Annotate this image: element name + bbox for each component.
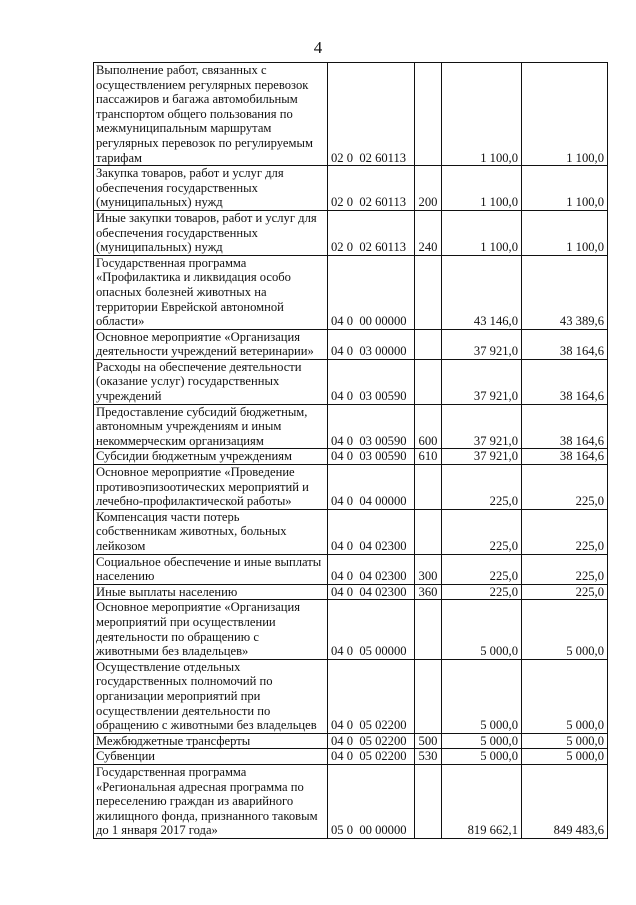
row-name-line: организации мероприятий при	[96, 688, 261, 703]
table-row	[94, 449, 608, 465]
row-name-line: тарифам	[96, 150, 143, 165]
row-value-2025-cell: 849 483,6	[522, 764, 608, 838]
row-name-line: лейкозом	[96, 539, 146, 553]
table-row	[94, 465, 608, 510]
row-value-2024-cell: 1 100,0	[442, 210, 522, 255]
row-value-2025-cell: 1 100,0	[522, 63, 608, 166]
row-name-line: деятельности по обращению с	[96, 629, 259, 644]
row-code-cell: 04 0 03 00590	[328, 449, 415, 465]
row-value-2025-cell: 5 000,0	[522, 733, 608, 749]
row-name-line: Основное мероприятие «Проведение	[96, 465, 295, 480]
row-name-line: (муниципальных) нужд	[96, 195, 223, 210]
table-row	[94, 749, 608, 765]
row-name-line: переселению граждан из аварийного	[96, 794, 294, 809]
row-code-cell: 04 0 03 00000	[328, 329, 415, 359]
row-name-cell	[94, 584, 328, 600]
row-value-2024-cell: 5 000,0	[442, 749, 522, 765]
row-code-cell: 04 0 04 02300	[328, 584, 415, 600]
table-row	[94, 404, 608, 449]
row-name-cell	[94, 329, 328, 359]
row-name-cell	[94, 554, 328, 584]
row-name-line: Субсидии бюджетным учреждениям	[96, 449, 292, 464]
row-name-line: пассажиров и багажа автомобильным	[96, 92, 298, 107]
row-name-line: жилищного фонда, признанного таковым	[96, 808, 318, 823]
row-code-cell: 02 0 02 60113	[328, 166, 415, 211]
table-row	[94, 584, 608, 600]
row-value-2025-cell: 1 100,0	[522, 166, 608, 211]
table-row	[94, 509, 608, 554]
row-name-line: Межбюджетные трансферты	[96, 733, 251, 748]
row-name-line: мероприятий при осуществлении	[96, 614, 276, 629]
table-row	[94, 600, 608, 659]
row-name-cell	[94, 449, 328, 465]
row-vr-cell: 610	[415, 449, 442, 465]
page-number: 4	[313, 38, 323, 57]
table-row	[94, 764, 608, 838]
row-vr-cell	[415, 600, 442, 659]
row-name-line: деятельности учреждений ветеринарии»	[96, 344, 314, 359]
row-vr-cell	[415, 659, 442, 733]
row-name-line: противоэпизоотических мероприятий и	[96, 479, 309, 494]
row-value-2024-cell: 225,0	[442, 509, 522, 554]
row-name-line: Социальное обеспечение и иные выплаты	[96, 554, 322, 569]
row-value-2024-cell: 1 100,0	[442, 63, 522, 166]
row-vr-cell	[415, 509, 442, 554]
row-vr-cell	[415, 764, 442, 838]
table-row	[94, 659, 608, 733]
row-vr-cell: 500	[415, 733, 442, 749]
row-value-2025-cell: 38 164,6	[522, 449, 608, 465]
row-value-2024-cell: 5 000,0	[442, 600, 522, 659]
row-name-cell	[94, 359, 328, 404]
row-code-cell: 04 0 05 02200	[328, 733, 415, 749]
row-name-cell	[94, 404, 328, 449]
row-code-cell: 04 0 05 02200	[328, 749, 415, 765]
row-value-2024-cell: 819 662,1	[442, 764, 522, 838]
row-vr-cell	[415, 465, 442, 510]
row-value-2024-cell: 225,0	[442, 584, 522, 600]
row-name-line: Выполнение работ, связанных с	[96, 63, 267, 77]
row-code-cell: 04 0 00 00000	[328, 255, 415, 329]
row-code-cell: 04 0 05 02200	[328, 659, 415, 733]
row-name-line: обеспечения государственных	[96, 225, 258, 240]
row-name-line: государственных полномочий по	[96, 674, 273, 689]
row-name-line: осуществлении деятельности по	[96, 703, 271, 718]
row-name-line: населению	[96, 569, 155, 584]
row-value-2025-cell: 38 164,6	[522, 359, 608, 404]
row-name-line: Государственная программа	[96, 764, 247, 779]
row-value-2025-cell: 1 100,0	[522, 210, 608, 255]
row-vr-cell: 240	[415, 210, 442, 255]
row-code-cell: 04 0 04 00000	[328, 465, 415, 510]
row-value-2025-cell: 38 164,6	[522, 404, 608, 449]
row-name-line: «Региональная адресная программа по	[96, 779, 304, 794]
table-row	[94, 166, 608, 211]
row-name-line: осуществлением регулярных перевозок	[96, 77, 309, 92]
row-name-line: обращению с животными без владельцев	[96, 718, 317, 733]
row-code-cell: 05 0 00 00000	[328, 764, 415, 838]
row-value-2024-cell: 5 000,0	[442, 733, 522, 749]
row-name-line: Иные выплаты населению	[96, 584, 238, 599]
row-vr-cell	[415, 329, 442, 359]
row-code-cell: 04 0 04 02300	[328, 509, 415, 554]
row-name-line: Основное мероприятие «Организация	[96, 329, 301, 344]
row-name-line: Расходы на обеспечение деятельности	[96, 359, 302, 374]
row-vr-cell: 360	[415, 584, 442, 600]
row-code-cell: 04 0 05 00000	[328, 600, 415, 659]
row-name-cell	[94, 63, 328, 166]
row-name-line: Государственная программа	[96, 255, 247, 270]
row-code-cell: 04 0 03 00590	[328, 359, 415, 404]
row-name-line: территории Еврейской автономной	[96, 299, 284, 314]
row-name-cell	[94, 733, 328, 749]
row-value-2025-cell: 225,0	[522, 465, 608, 510]
row-value-2025-cell: 43 389,6	[522, 255, 608, 329]
row-name-cell	[94, 465, 328, 510]
table-row	[94, 255, 608, 329]
row-code-cell: 04 0 03 00590	[328, 404, 415, 449]
row-name-line: опасных болезней животных на	[96, 284, 267, 299]
row-vr-cell	[415, 359, 442, 404]
row-name-line: лечебно-профилактической работы»	[96, 494, 292, 509]
row-name-line: Предоставление субсидий бюджетным,	[96, 404, 308, 419]
row-name-cell	[94, 509, 328, 554]
row-vr-cell: 530	[415, 749, 442, 765]
row-name-line: Иные закупки товаров, работ и услуг для	[96, 210, 317, 225]
row-vr-cell: 600	[415, 404, 442, 449]
row-name-cell	[94, 600, 328, 659]
row-name-line: регулярных перевозок по регулируемым	[96, 135, 313, 150]
row-value-2025-cell: 38 164,6	[522, 329, 608, 359]
row-name-line: области»	[96, 314, 145, 329]
row-name-cell	[94, 210, 328, 255]
row-name-line: Основное мероприятие «Организация	[96, 600, 301, 615]
row-name-cell	[94, 255, 328, 329]
row-value-2024-cell: 5 000,0	[442, 659, 522, 733]
row-value-2024-cell: 37 921,0	[442, 404, 522, 449]
row-value-2024-cell: 37 921,0	[442, 449, 522, 465]
row-name-cell	[94, 659, 328, 733]
row-code-cell: 04 0 04 02300	[328, 554, 415, 584]
row-name-line: Компенсация части потерь	[96, 509, 240, 524]
row-name-line: собственникам животных, больных	[96, 524, 287, 539]
table-row	[94, 210, 608, 255]
row-value-2025-cell: 225,0	[522, 554, 608, 584]
row-value-2025-cell: 5 000,0	[522, 659, 608, 733]
row-value-2024-cell: 225,0	[442, 465, 522, 510]
row-name-line: некоммерческим организациям	[96, 433, 264, 448]
row-name-line: Субвенции	[96, 749, 156, 764]
row-name-line: (оказание услуг) государственных	[96, 374, 280, 389]
row-name-line: учреждений	[96, 389, 162, 404]
row-name-line: межмуниципальным маршрутам	[96, 121, 272, 136]
row-value-2025-cell: 225,0	[522, 584, 608, 600]
row-name-line: транспортом общего пользования по	[96, 106, 293, 121]
budget-table-body	[94, 63, 608, 839]
row-vr-cell: 200	[415, 166, 442, 211]
row-value-2025-cell: 5 000,0	[522, 600, 608, 659]
row-vr-cell	[415, 255, 442, 329]
table-row	[94, 554, 608, 584]
row-name-line: животными без владельцев»	[96, 644, 249, 659]
row-name-line: Закупка товаров, работ и услуг для	[96, 166, 284, 181]
row-value-2024-cell: 225,0	[442, 554, 522, 584]
row-name-cell	[94, 166, 328, 211]
row-value-2024-cell: 37 921,0	[442, 359, 522, 404]
row-name-line: «Профилактика и ликвидация особо	[96, 270, 291, 285]
row-name-line: (муниципальных) нужд	[96, 240, 223, 255]
row-name-line: обеспечения государственных	[96, 180, 258, 195]
table-row	[94, 329, 608, 359]
table-row	[94, 359, 608, 404]
row-value-2025-cell: 225,0	[522, 509, 608, 554]
row-name-cell	[94, 749, 328, 765]
row-vr-cell: 300	[415, 554, 442, 584]
row-code-cell: 02 0 02 60113	[328, 63, 415, 166]
table-row	[94, 63, 608, 166]
row-code-cell: 02 0 02 60113	[328, 210, 415, 255]
table-row	[94, 733, 608, 749]
row-value-2024-cell: 1 100,0	[442, 166, 522, 211]
row-value-2024-cell: 43 146,0	[442, 255, 522, 329]
row-name-line: до 1 января 2017 года»	[96, 823, 218, 838]
row-name-line: Осуществление отдельных	[96, 659, 241, 674]
row-value-2024-cell: 37 921,0	[442, 329, 522, 359]
row-name-cell	[94, 764, 328, 838]
row-name-line: автономным учреждениям и иным	[96, 419, 282, 434]
row-vr-cell	[415, 63, 442, 166]
row-value-2025-cell: 5 000,0	[522, 749, 608, 765]
budget-table	[93, 62, 608, 839]
